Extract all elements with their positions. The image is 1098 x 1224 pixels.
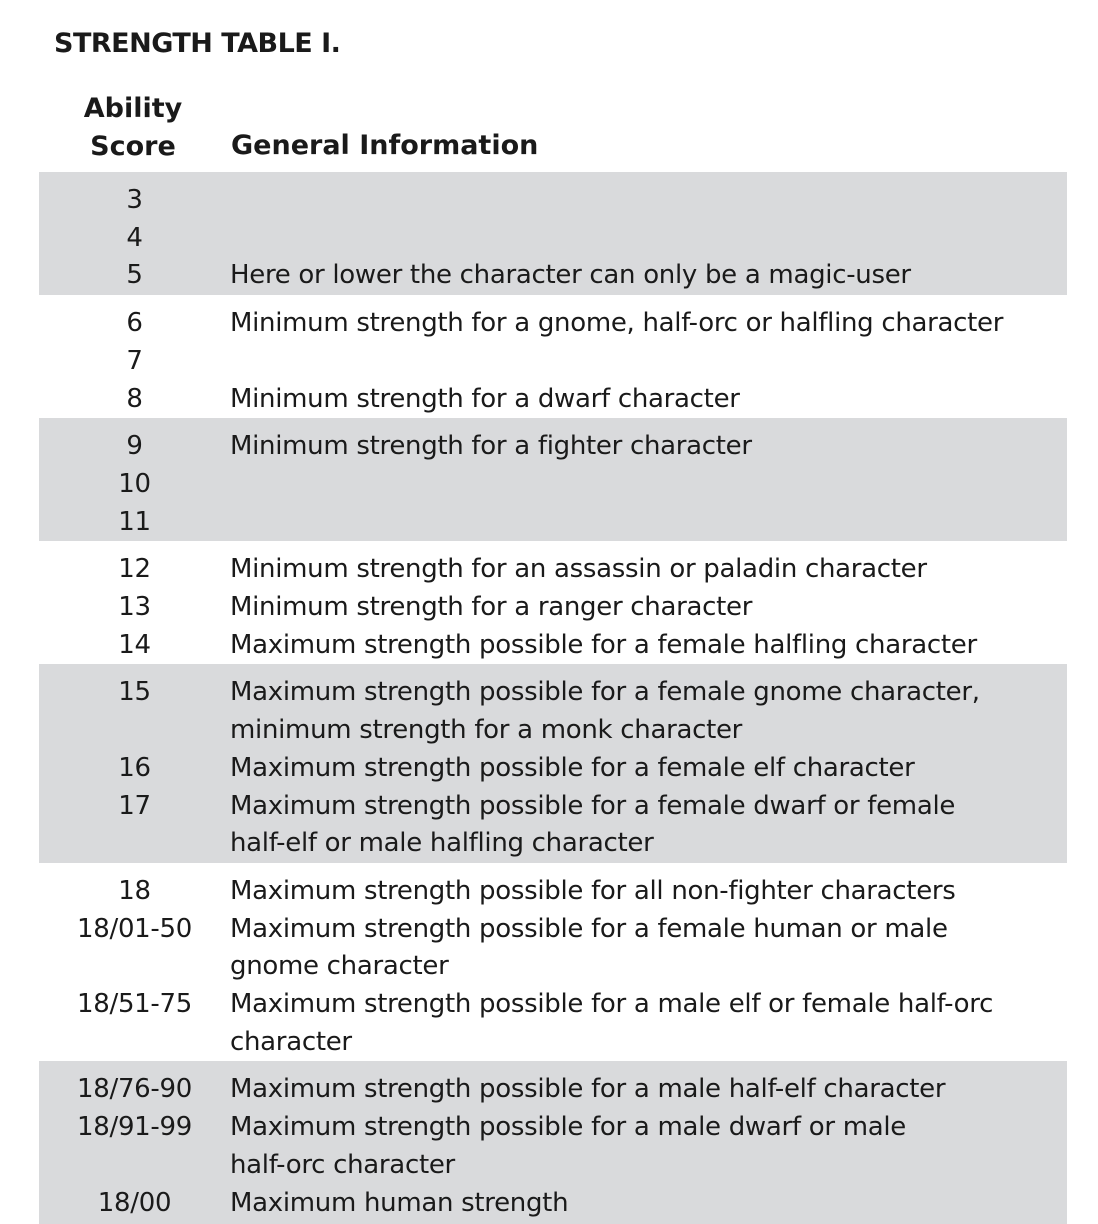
ability-score-cell: 7 (126, 345, 143, 376)
table-row (39, 750, 1067, 788)
general-information-cell: Maximum strength possible for a female elf character (230, 752, 915, 783)
table-row (39, 381, 1067, 419)
ability-score-cell: 16 (118, 752, 151, 783)
ability-score-cell: 17 (118, 790, 151, 821)
general-information-cell: Maximum strength possible for a female dwarf or female half-elf or male halfling character (230, 790, 956, 859)
general-information-cell: Maximum strength possible for a male half-elf character (230, 1074, 946, 1105)
ability-score-cell: 18/01-50 (77, 913, 192, 944)
general-information-header: General Information (231, 130, 539, 161)
row-group (39, 863, 1067, 1062)
ability-score-cell: 15 (118, 677, 151, 708)
table-row (39, 873, 1067, 911)
ability-score-cell: 4 (126, 222, 143, 253)
ability-score-cell: 3 (126, 185, 143, 215)
general-information-cell: Minimum strength for a fighter character (230, 431, 752, 462)
row-group (39, 295, 1067, 418)
general-information-cell: Maximum strength possible for a male dwarf or male half-orc character (230, 1112, 906, 1180)
ability-score-header-line1: Ability (83, 93, 183, 124)
general-information-cell: Maximum strength possible for a male elf or female half-orc character (230, 989, 994, 1057)
general-information-cell: Here or lower the character can only be a magic-user (230, 260, 911, 291)
general-information-cell: Maximum strength possible for a female gnome character, minimum strength for a monk character (230, 677, 980, 746)
general-information-cell (230, 504, 1067, 542)
shaded-row-group (39, 664, 1067, 863)
ability-score-cell: 9 (126, 431, 143, 462)
ability-score-cell: 6 (126, 308, 143, 339)
table-row (39, 466, 1067, 504)
table-row (39, 627, 1067, 665)
ability-score-cell: 14 (118, 629, 151, 660)
row-group (39, 541, 1067, 664)
table-row (39, 1185, 1067, 1223)
general-information-cell: Minimum strength for a gnome, half-orc or halfling character (230, 308, 1004, 339)
ability-score-cell: 18/00 (97, 1187, 172, 1218)
table-row (39, 551, 1067, 589)
general-information-cell (230, 466, 1067, 504)
table-row (39, 911, 1067, 986)
general-information-cell: Maximum human strength (230, 1187, 569, 1218)
ability-score-cell: 13 (118, 592, 151, 623)
ability-score-cell: 18/51-75 (77, 989, 192, 1020)
table-row (39, 788, 1067, 863)
table-row (39, 1109, 1067, 1184)
shaded-row-group (39, 172, 1067, 295)
strength-table (39, 172, 1067, 1224)
ability-score-header (40, 90, 230, 166)
general-information-cell: Maximum strength possible for a female human or male gnome character (230, 913, 948, 982)
ability-score-cell: 5 (126, 260, 143, 291)
table-row (39, 428, 1067, 466)
table-row (39, 674, 1067, 749)
ability-score-header-line2: Score (90, 131, 176, 162)
ability-score-cell: 18/76-90 (77, 1074, 192, 1105)
general-information-cell: Maximum strength possible for a female halfling character (230, 629, 977, 660)
general-information-cell (230, 220, 1067, 258)
table-row (39, 343, 1067, 381)
general-information-cell: Maximum strength possible for all non-fighter characters (230, 875, 956, 906)
shaded-row-group (39, 1061, 1067, 1224)
table-row (39, 589, 1067, 627)
table-row (39, 220, 1067, 258)
table-row (39, 1071, 1067, 1109)
ability-score-cell: 12 (118, 554, 151, 585)
table-row (39, 305, 1067, 343)
ability-score-cell: 18/91-99 (77, 1112, 192, 1143)
general-information-cell: Minimum strength for a dwarf character (230, 383, 740, 414)
general-information-cell: Minimum strength for an assassin or paladin character (230, 554, 927, 585)
general-information-cell (230, 343, 1067, 381)
table-row (39, 257, 1067, 295)
ability-score-cell: 8 (126, 383, 143, 414)
general-information-cell (230, 182, 1067, 220)
general-information-cell: Minimum strength for a ranger character (230, 592, 753, 623)
table-row (39, 182, 1067, 220)
table-row (39, 504, 1067, 542)
shaded-row-group (39, 418, 1067, 541)
table-title: STRENGTH TABLE I. (54, 28, 341, 59)
ability-score-cell: 11 (118, 506, 151, 537)
ability-score-cell: 10 (118, 468, 151, 499)
ability-score-cell: 18 (118, 875, 151, 906)
table-row (39, 986, 1067, 1061)
